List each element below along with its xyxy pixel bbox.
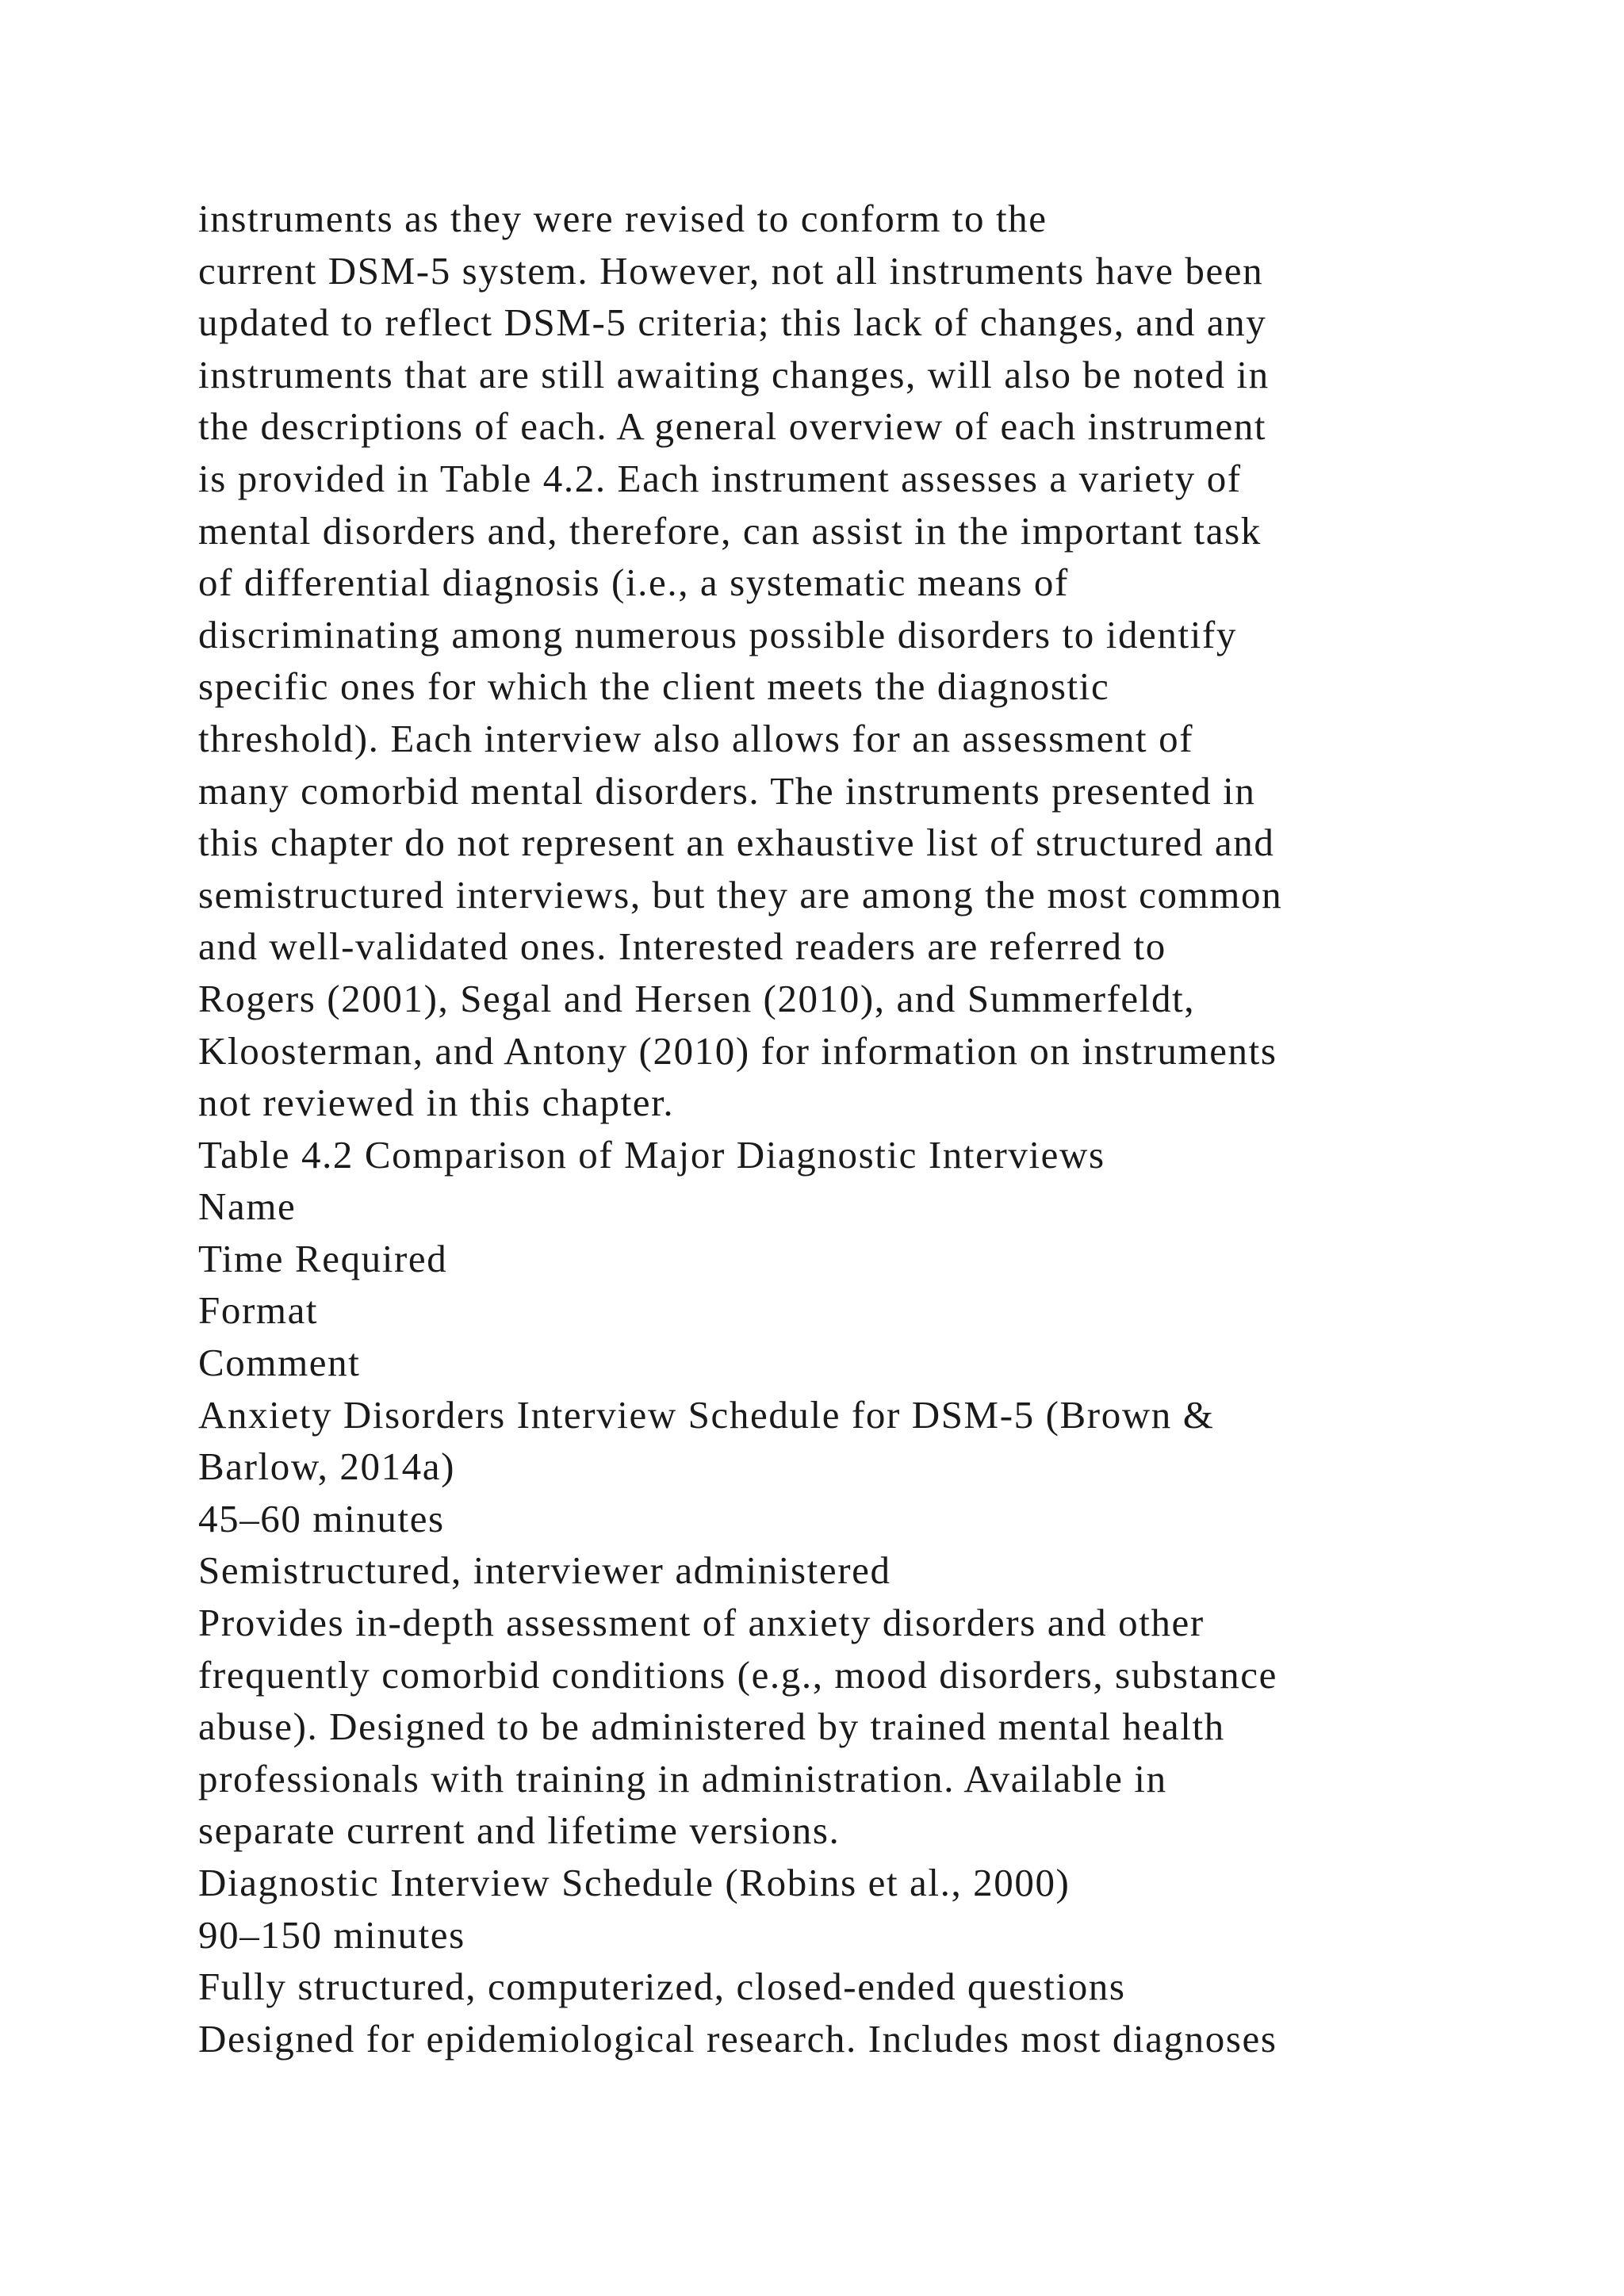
text-line: Format: [198, 1288, 319, 1333]
text-line: Barlow, 2014a): [198, 1445, 456, 1489]
text-line: Table 4.2 Comparison of Major Diagnostic Interviews: [198, 1132, 1105, 1177]
text-line: Rogers (2001), Segal and Hersen (2010), and Summerfeldt,: [198, 976, 1196, 1020]
text-line: 90–150 minutes: [198, 1912, 465, 1957]
text-line: Semistructured, interviewer administered: [198, 1548, 891, 1593]
text-line: threshold). Each interview also allows for an assessment of: [198, 716, 1194, 760]
text-line: 45–60 minutes: [198, 1496, 445, 1540]
text-line: Anxiety Disorders Interview Schedule for DSM-5 (Brown &: [198, 1392, 1215, 1437]
text-line: many comorbid mental disorders. The instruments presented in: [198, 768, 1256, 813]
text-line: frequently comorbid conditions (e.g., mood disorders, substance: [198, 1652, 1277, 1697]
text-line: professionals with training in administration. Available in: [198, 1756, 1167, 1800]
text-line: specific ones for which the client meets the diagnostic: [198, 664, 1110, 709]
text-line: and well-validated ones. Interested readers are referred to: [198, 924, 1166, 969]
text-line: this chapter do not represent an exhaustive list of structured and: [198, 821, 1275, 865]
text-line: instruments as they were revised to conform to the: [198, 197, 1048, 240]
text-line: separate current and lifetime versions.: [198, 1808, 841, 1853]
text-line: the descriptions of each. A general overview of each instrument: [198, 404, 1267, 449]
text-line: Comment: [198, 1341, 361, 1385]
text-line: Designed for epidemiological research. Includes most diagnoses: [198, 2016, 1277, 2061]
text-line: Diagnostic Interview Schedule (Robins et al., 2000): [198, 1861, 1071, 1904]
text-line: instruments that are still awaiting changes, will also be noted in: [198, 352, 1270, 396]
text-line: updated to reflect DSM-5 criteria; this lack of changes, and any: [198, 300, 1267, 345]
text-line: Fully structured, computerized, closed-ended questions: [198, 1965, 1126, 2009]
text-line: not reviewed in this chapter.: [198, 1081, 675, 1125]
body-text: [198, 193, 1546, 2064]
text-line: Time Required: [198, 1236, 448, 1280]
text-line: Name: [198, 1184, 297, 1229]
text-line: Provides in-depth assessment of anxiety disorders and other: [198, 1601, 1205, 1645]
text-line: semistructured interviews, but they are among the most common: [198, 872, 1283, 916]
text-line: Kloosterman, and Antony (2010) for information on instruments: [198, 1028, 1277, 1073]
text-line: is provided in Table 4.2. Each instrument assesses a variety of: [198, 456, 1242, 500]
text-line: discriminating among numerous possible disorders to identify: [198, 612, 1237, 656]
text-line: mental disorders and, therefore, can assist in the important task: [198, 508, 1262, 553]
text-line: abuse). Designed to be administered by trained mental health: [198, 1705, 1225, 1749]
text-line: current DSM-5 system. However, not all instruments have been: [198, 248, 1264, 293]
text-line: of differential diagnosis (i.e., a systematic means of: [198, 561, 1069, 605]
